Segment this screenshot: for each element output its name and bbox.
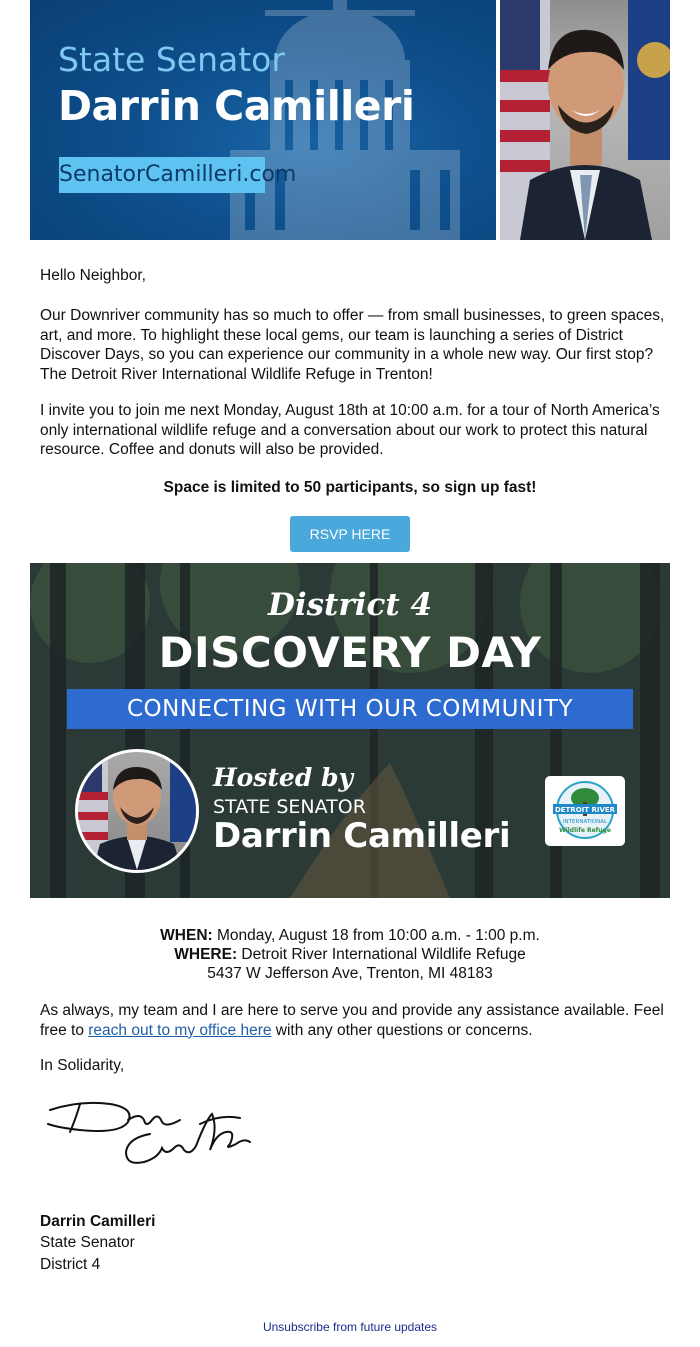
- closing-text-end: with any other questions or concerns.: [271, 1021, 533, 1039]
- closing-text-start: As always, my team and I are here to serve you and provide any assistance available. Feel free to: [40, 1002, 664, 1039]
- where-label: WHERE:: [174, 946, 238, 963]
- event-tagline-bar: CONNECTING WITH OUR COMMUNITY: [67, 689, 633, 729]
- event-when: [0, 926, 700, 946]
- handwritten-signature: [40, 1090, 260, 1180]
- event-where: [0, 945, 700, 965]
- header-banner: [30, 0, 670, 240]
- event-address: 5437 W Jefferson Ave, Trenton, MI 48183: [207, 965, 493, 982]
- closing-paragraph: [40, 1001, 666, 1040]
- signoff: In Solidarity,: [40, 1057, 125, 1074]
- signature-title: State Senator: [40, 1234, 135, 1251]
- when-label: WHEN:: [160, 927, 213, 944]
- host-avatar-graphic: [78, 752, 196, 870]
- hosted-by-label: Hosted by: [213, 763, 354, 792]
- event-district: District 4: [267, 587, 433, 623]
- logo-line-1: DETROIT RIVER: [554, 806, 616, 814]
- signature-district: District 4: [40, 1256, 101, 1273]
- event-banner: [30, 563, 670, 898]
- invite-paragraph: I invite you to join me next Monday, August 18th at 10:00 a.m. for a tour of North America’s only international wildlife refuge and a conversation about our work to protect this natural resource. Coffee and donuts will also be provided.: [40, 402, 660, 458]
- where-value: Detroit River International Wildlife Refuge: [237, 946, 526, 963]
- website-badge[interactable]: SenatorCamilleri.com: [59, 157, 265, 193]
- header-name: Darrin Camilleri: [58, 82, 415, 130]
- host-role: STATE SENATOR: [213, 796, 366, 818]
- contact-office-link[interactable]: reach out to my office here: [88, 1021, 272, 1039]
- portrait-graphic: [500, 0, 670, 240]
- logo-line-3: Wildlife Refuge: [559, 827, 611, 834]
- header-blue-panel: [30, 0, 496, 240]
- refuge-logo-graphic: [545, 776, 625, 846]
- wildlife-refuge-logo: [545, 776, 625, 846]
- host-name: Darrin Camilleri: [213, 816, 511, 856]
- unsubscribe-link[interactable]: Unsubscribe from future updates: [262, 1320, 438, 1334]
- header-subtitle: State Senator: [58, 40, 285, 79]
- senator-portrait: [500, 0, 670, 240]
- intro-paragraph: Our Downriver community has so much to offer — from small businesses, to green spaces, art, and more. To highlight these local gems, our team is launching a series of District Discover Days, so you can experience our community in a whole new way. Our first stop? The Detroit River International Wildlife Refuge in Trenton!: [40, 307, 665, 383]
- when-value: Monday, August 18 from 10:00 a.m. - 1:00 p.m.: [212, 927, 540, 944]
- logo-line-2: INTERNATIONAL: [562, 819, 608, 825]
- signature-name: Darrin Camilleri: [40, 1213, 156, 1230]
- greeting: Hello Neighbor,: [40, 267, 146, 284]
- event-title: DISCOVERY DAY: [158, 628, 542, 677]
- space-notice: Space is limited to 50 participants, so sign up fast!: [163, 479, 537, 496]
- host-avatar: [75, 749, 199, 873]
- rsvp-button[interactable]: RSVP HERE: [290, 516, 410, 552]
